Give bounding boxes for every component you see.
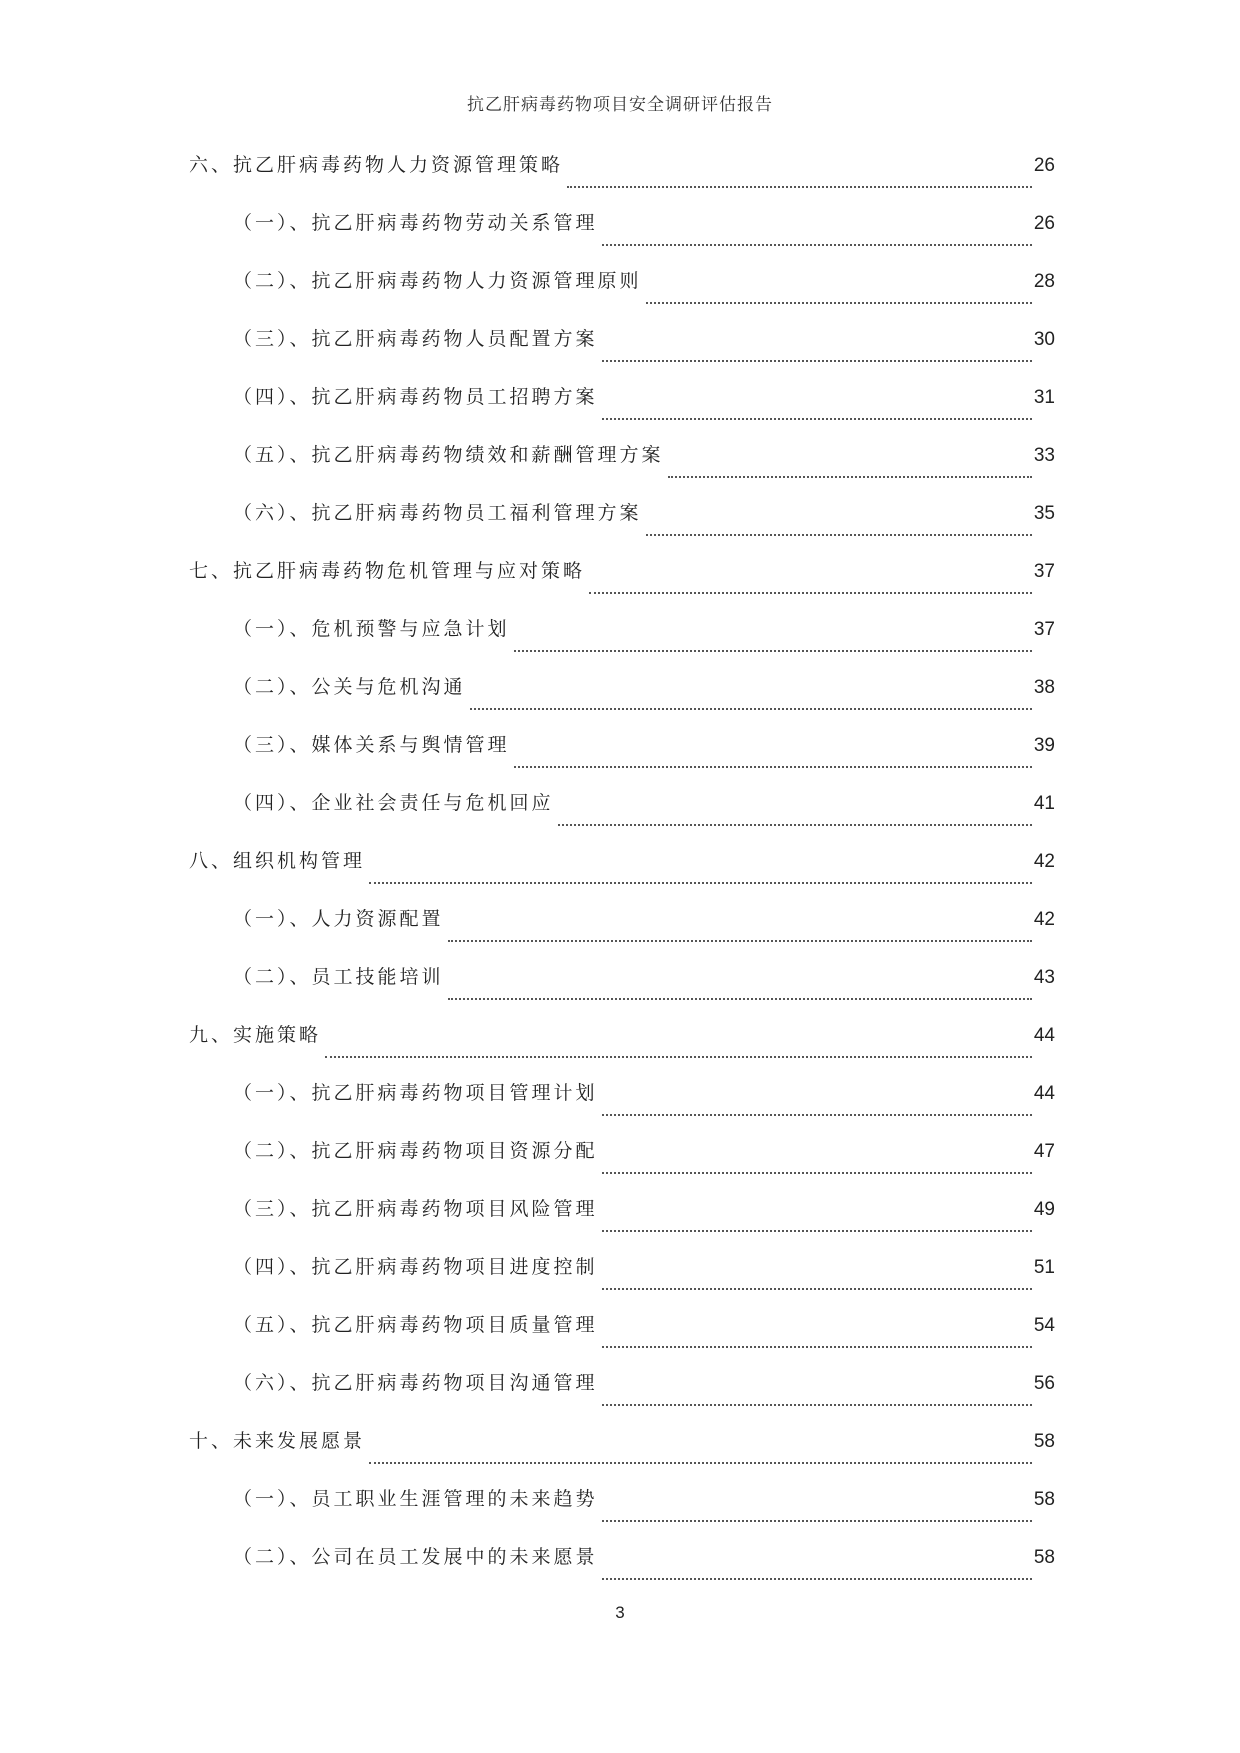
toc-entry-title: （四）、抗乙肝病毒药物项目进度控制	[233, 1256, 598, 1278]
toc-entry-title: （五）、抗乙肝病毒药物绩效和薪酬管理方案	[233, 444, 664, 466]
toc-entry-title: （二）、抗乙肝病毒药物项目资源分配	[233, 1140, 598, 1162]
toc-entry-page: 41	[1033, 793, 1055, 814]
toc-dot-leader	[602, 1345, 1032, 1348]
toc-dot-leader	[602, 1577, 1032, 1580]
toc-entry-title: 九、实施策略	[189, 1024, 322, 1046]
toc-chapter-entry[interactable]	[189, 1020, 1055, 1078]
toc-entry-page: 58	[1033, 1431, 1055, 1452]
toc-dot-leader	[567, 185, 1032, 188]
toc-dot-leader	[602, 1113, 1032, 1116]
toc-dot-leader	[602, 1519, 1032, 1522]
toc-entry-title: （六）、抗乙肝病毒药物员工福利管理方案	[233, 502, 642, 524]
toc-dot-leader	[589, 591, 1032, 594]
toc-entry-page: 42	[1033, 909, 1055, 930]
toc-entry-title: （三）、抗乙肝病毒药物人员配置方案	[233, 328, 598, 350]
toc-dot-leader	[668, 475, 1032, 478]
toc-section-entry[interactable]	[189, 788, 1055, 846]
toc-entry-title: （三）、媒体关系与舆情管理	[233, 734, 510, 756]
toc-entry-page: 42	[1033, 851, 1055, 872]
toc-entry-page: 26	[1033, 155, 1055, 176]
toc-entry-page: 28	[1033, 271, 1055, 292]
toc-section-entry[interactable]	[189, 1484, 1055, 1542]
toc-entry-page: 38	[1033, 677, 1055, 698]
toc-entry-title: （四）、企业社会责任与危机回应	[233, 792, 554, 814]
toc-dot-leader	[325, 1055, 1032, 1058]
toc-entry-page: 39	[1033, 735, 1055, 756]
toc-dot-leader	[514, 649, 1032, 652]
toc-entry-title: （二）、公关与危机沟通	[233, 676, 466, 698]
toc-entry-title: （一）、员工职业生涯管理的未来趋势	[233, 1488, 598, 1510]
toc-dot-leader	[602, 359, 1032, 362]
toc-entry-title: （三）、抗乙肝病毒药物项目风险管理	[233, 1198, 598, 1220]
toc-dot-leader	[602, 1403, 1032, 1406]
toc-entry-title: （一）、抗乙肝病毒药物项目管理计划	[233, 1082, 598, 1104]
toc-entry-title: 七、抗乙肝病毒药物危机管理与应对策略	[189, 560, 586, 582]
toc-chapter-entry[interactable]	[189, 150, 1055, 208]
toc-chapter-entry[interactable]	[189, 1426, 1055, 1484]
toc-section-entry[interactable]	[189, 498, 1055, 556]
toc-entry-title: （一）、人力资源配置	[233, 908, 444, 930]
toc-section-entry[interactable]	[189, 904, 1055, 962]
toc-section-entry[interactable]	[189, 1078, 1055, 1136]
toc-dot-leader	[448, 939, 1032, 942]
toc-dot-leader	[448, 997, 1032, 1000]
toc-entry-page: 37	[1033, 619, 1055, 640]
toc-chapter-entry[interactable]	[189, 556, 1055, 614]
toc-section-entry[interactable]	[189, 208, 1055, 266]
toc-section-entry[interactable]	[189, 1136, 1055, 1194]
toc-section-entry[interactable]	[189, 672, 1055, 730]
toc-dot-leader	[558, 823, 1032, 826]
toc-section-entry[interactable]	[189, 614, 1055, 672]
toc-dot-leader	[369, 1461, 1032, 1464]
toc-entry-page: 33	[1033, 445, 1055, 466]
toc-entry-page: 37	[1033, 561, 1055, 582]
toc-entry-title: 六、抗乙肝病毒药物人力资源管理策略	[189, 154, 564, 176]
toc-entry-title: （六）、抗乙肝病毒药物项目沟通管理	[233, 1372, 598, 1394]
toc-dot-leader	[602, 1171, 1032, 1174]
toc-section-entry[interactable]	[189, 266, 1055, 324]
toc-dot-leader	[646, 301, 1032, 304]
table-of-contents	[189, 150, 1055, 1600]
toc-entry-title: 十、未来发展愿景	[189, 1430, 366, 1452]
toc-entry-page: 30	[1033, 329, 1055, 350]
running-header: 抗乙肝病毒药物项目安全调研评估报告	[467, 95, 773, 115]
toc-entry-title: （二）、公司在员工发展中的未来愿景	[233, 1546, 598, 1568]
toc-section-entry[interactable]	[189, 730, 1055, 788]
toc-entry-page: 56	[1033, 1373, 1055, 1394]
toc-dot-leader	[470, 707, 1032, 710]
toc-entry-title: 八、组织机构管理	[189, 850, 366, 872]
toc-entry-page: 58	[1033, 1489, 1055, 1510]
toc-section-entry[interactable]	[189, 1368, 1055, 1426]
toc-entry-page: 31	[1033, 387, 1055, 408]
toc-dot-leader	[646, 533, 1032, 536]
toc-section-entry[interactable]	[189, 1542, 1055, 1600]
toc-chapter-entry[interactable]	[189, 846, 1055, 904]
toc-entry-page: 35	[1033, 503, 1055, 524]
toc-entry-title: （一）、抗乙肝病毒药物劳动关系管理	[233, 212, 598, 234]
toc-dot-leader	[369, 881, 1032, 884]
toc-entry-title: （五）、抗乙肝病毒药物项目质量管理	[233, 1314, 598, 1336]
toc-dot-leader	[602, 1287, 1032, 1290]
toc-dot-leader	[602, 1229, 1032, 1232]
toc-entry-title: （二）、员工技能培训	[233, 966, 444, 988]
toc-entry-page: 49	[1033, 1199, 1055, 1220]
toc-entry-page: 54	[1033, 1315, 1055, 1336]
toc-section-entry[interactable]	[189, 324, 1055, 382]
toc-section-entry[interactable]	[189, 382, 1055, 440]
toc-section-entry[interactable]	[189, 1194, 1055, 1252]
toc-entry-page: 58	[1033, 1547, 1055, 1568]
toc-entry-title: （二）、抗乙肝病毒药物人力资源管理原则	[233, 270, 642, 292]
toc-section-entry[interactable]	[189, 1252, 1055, 1310]
toc-entry-page: 26	[1033, 213, 1055, 234]
toc-entry-page: 47	[1033, 1141, 1055, 1162]
toc-entry-page: 43	[1033, 967, 1055, 988]
toc-section-entry[interactable]	[189, 1310, 1055, 1368]
toc-entry-page: 44	[1033, 1025, 1055, 1046]
toc-entry-title: （一）、危机预警与应急计划	[233, 618, 510, 640]
toc-entry-page: 51	[1033, 1257, 1055, 1278]
toc-entry-title: （四）、抗乙肝病毒药物员工招聘方案	[233, 386, 598, 408]
toc-dot-leader	[602, 417, 1032, 420]
toc-dot-leader	[514, 765, 1032, 768]
page-number: 3	[615, 1603, 625, 1622]
toc-dot-leader	[602, 243, 1032, 246]
toc-entry-page: 44	[1033, 1083, 1055, 1104]
toc-section-entry[interactable]	[189, 962, 1055, 1020]
toc-section-entry[interactable]	[189, 440, 1055, 498]
